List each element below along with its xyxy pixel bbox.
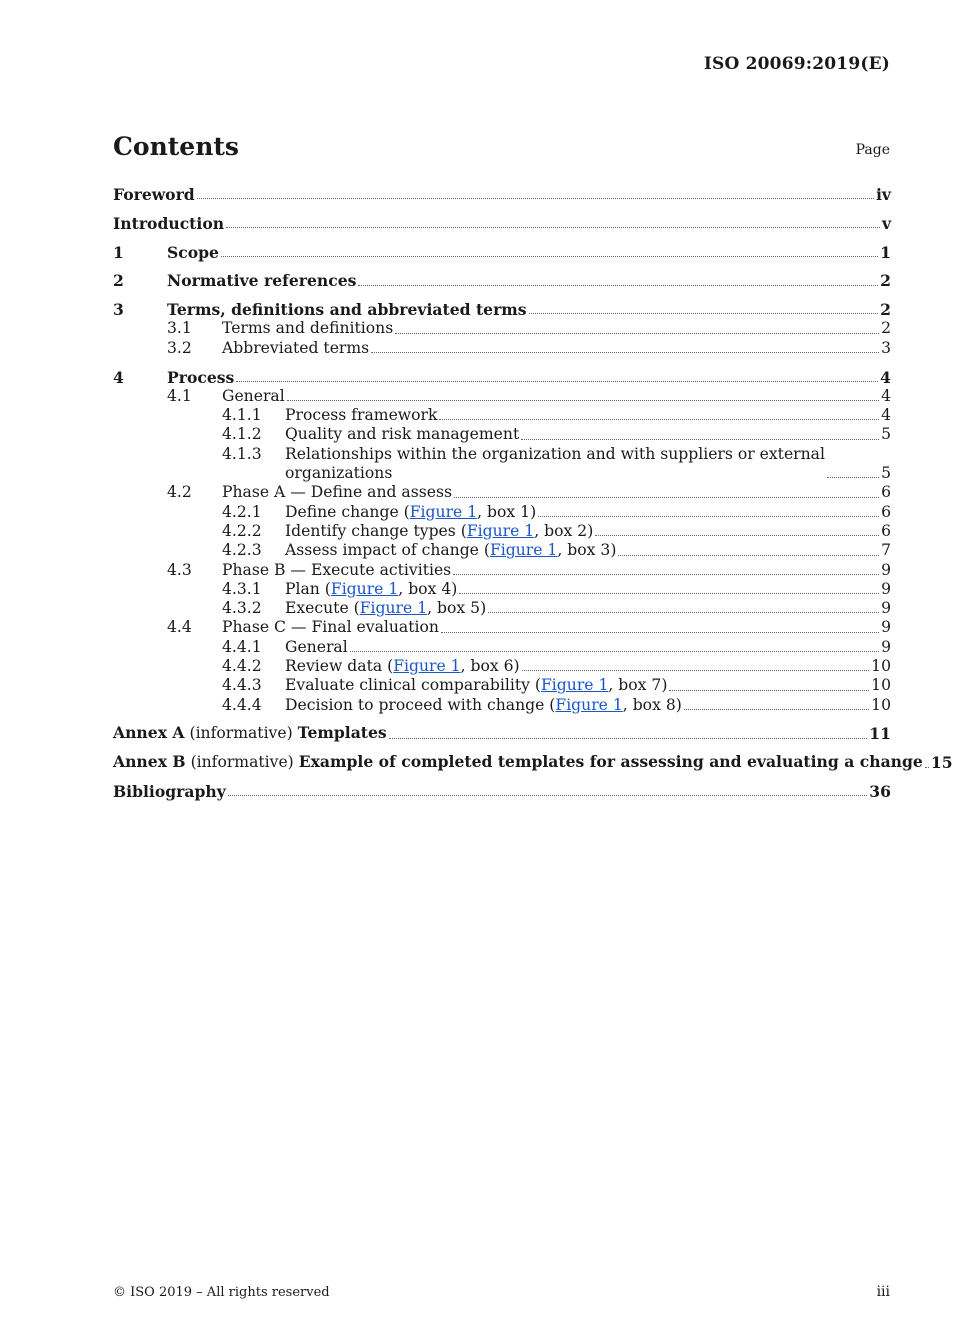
toc-entry-title-line [113,271,891,290]
figure-1-link[interactable]: Figure 1 [540,676,609,695]
dot-leader [236,381,878,382]
toc-entry-number: 2 [113,271,124,291]
toc-entry-title: Phase C — Final evaluation [222,618,439,637]
toc-title-text: , box 6) [460,657,520,676]
figure-1-link[interactable]: Figure 1 [359,599,428,618]
dot-leader [287,400,879,401]
toc-entry-title [113,752,923,772]
toc-title-line-2: organizations [285,464,393,483]
toc-title-line-1: Relationships within the organization and with suppliers or external [285,444,825,463]
page-number: iii [876,1284,890,1300]
toc-entry-page: 4 [880,367,891,387]
toc-title-text: , box 5) [427,599,487,618]
toc-entry-page: iv [876,185,891,204]
toc-entry-page: 2 [880,300,891,320]
dot-leader [439,419,879,420]
dot-leader [669,690,869,691]
toc-entry-title-line [113,387,891,406]
toc-entry[interactable] [113,696,891,715]
toc-entry-number: 3.1 [167,319,192,338]
dot-leader [522,670,870,671]
toc-entry[interactable] [113,406,891,425]
toc-title-text: Execute ( [285,599,360,618]
toc-entry-title [285,445,825,484]
toc-entry-number: 4.4.2 [222,657,262,676]
toc-entry-number: 3 [113,300,124,320]
toc-title-text: , box 8) [622,695,682,714]
toc-entry[interactable] [113,503,891,522]
toc-entry[interactable] [113,752,953,773]
dot-leader [197,198,874,199]
toc-entry-title [113,723,387,743]
toc-entry-title-line [113,752,953,773]
toc-entry-number: 4.3.2 [222,599,262,618]
figure-1-link[interactable]: Figure 1 [555,695,623,714]
toc-entry-title-line [113,319,891,338]
toc-entry-title-line [113,185,891,204]
dot-leader [827,477,879,478]
toc-entry-page: 3 [881,338,891,357]
toc-entry[interactable] [113,214,891,233]
annex-title: Templates [297,723,387,743]
toc-entry-page: 9 [881,599,891,618]
dot-leader [618,555,879,556]
figure-1-link[interactable]: Figure 1 [409,502,478,521]
toc-entry[interactable] [113,724,891,743]
figure-1-link[interactable]: Figure 1 [393,657,461,676]
dot-leader [529,313,879,314]
dot-leader [925,767,929,768]
toc-entry[interactable] [113,782,891,801]
table-of-contents [113,185,953,802]
toc-entry-title: Process [167,367,235,387]
toc-entry-title-line [113,561,891,580]
dot-leader [684,709,869,710]
toc-entry-page: 10 [871,676,891,695]
toc-entry-number: 4.3 [167,560,192,579]
toc-title-text: , box 7) [608,676,668,695]
toc-entry[interactable] [113,185,891,204]
toc-entry[interactable] [113,657,891,676]
toc-entry-number: 4.3.1 [222,579,262,598]
toc-entry-page: 4 [881,406,891,425]
page-column-label: Page [855,142,890,158]
toc-entry[interactable] [113,271,891,290]
toc-entry[interactable] [113,368,891,387]
figure-1-link[interactable]: Figure 1 [466,521,535,540]
toc-title-text: , box 4) [398,579,458,598]
toc-entry-number: 4.2.2 [222,521,262,540]
toc-entry[interactable] [113,425,891,444]
toc-entry-page: 6 [881,521,891,540]
annex-informative-note: (informative) [184,724,298,743]
toc-entry-page: 1 [880,242,891,262]
toc-entry[interactable] [113,561,891,580]
figure-1-link[interactable]: Figure 1 [489,541,558,560]
toc-entry-number: 4.2 [167,483,192,502]
annex-label: Annex A [113,723,185,743]
toc-entry-page: 5 [881,464,891,483]
toc-entry-number: 4.1.3 [222,444,262,463]
toc-entry-title: Foreword [113,185,195,204]
toc-title-text: , box 1) [477,502,537,521]
toc-title-text: , box 3) [557,541,617,560]
toc-entry-number: 4.2.1 [222,502,262,521]
toc-entry-number: 4.4.4 [222,695,262,714]
toc-title-text: Identify change types ( [285,521,467,540]
toc-entry-page: 9 [881,618,891,637]
toc-entry-title [285,696,682,715]
toc-entry[interactable] [113,387,891,406]
copyright-notice: © ISO 2019 – All rights reserved [113,1285,330,1300]
toc-entry[interactable] [113,676,891,695]
toc-entry-title-line [113,214,891,233]
toc-entry-title [285,599,486,618]
toc-title-text: Assess impact of change ( [285,541,490,560]
toc-entry-number: 4.4 [167,618,192,637]
toc-entry-page: 9 [881,579,891,598]
dot-leader [221,256,878,257]
dot-leader [371,352,879,353]
toc-entry-number: 4.1.2 [222,425,262,444]
dot-leader [228,795,868,796]
toc-entry-page: 36 [869,782,891,802]
toc-entry-page: 7 [881,541,891,560]
dot-leader [441,632,879,633]
toc-entry-page: v [881,213,891,233]
contents-heading: Contents [113,132,240,161]
toc-entry[interactable] [113,445,891,484]
toc-entry-title [285,503,536,522]
toc-entry-title: General [222,386,285,405]
toc-title-text: Plan ( [285,579,331,598]
toc-entry[interactable] [113,483,891,502]
toc-entry-number: 4.4.3 [222,676,262,695]
dot-leader [521,439,879,440]
toc-entry-title [285,657,520,676]
toc-entry-page: 5 [881,425,891,444]
toc-entry-page: 2 [881,319,891,338]
toc-entry[interactable] [113,522,891,541]
toc-title-text: Review data ( [285,657,394,676]
toc-entry[interactable] [113,243,891,262]
toc-entry-page: 11 [869,724,891,744]
toc-entry-title: Phase A — Define and assess [222,483,452,502]
toc-entry-page: 9 [881,637,891,656]
toc-entry-title: Process framework [285,406,438,425]
toc-entry-title-line [113,243,891,262]
toc-entry-title: General [285,637,348,656]
toc-entry-page: 15 [930,753,953,773]
toc-entry-title-line [113,300,891,319]
toc-entry-number: 4.2.3 [222,541,262,560]
toc-entry-page: 6 [881,502,891,521]
dot-leader [459,593,879,594]
toc-entry-number: 4.1.1 [222,406,262,425]
toc-entry[interactable] [113,300,891,319]
dot-leader [488,612,879,613]
toc-entry-title: Terms and definitions [222,319,394,338]
toc-entry-title-line [113,483,891,502]
toc-entry-title: Introduction [113,213,225,233]
dot-leader [395,333,879,334]
annex-informative-note: (informative) [185,753,299,772]
dot-leader [595,535,879,536]
toc-entry-page: 6 [881,483,891,502]
toc-entry[interactable] [113,580,891,599]
toc-entry-page: 4 [881,386,891,405]
toc-entry-page: 10 [871,657,891,676]
toc-entry-title-line [113,782,891,801]
annex-label: Annex B [113,752,186,772]
dot-leader [453,574,879,575]
figure-1-link[interactable]: Figure 1 [330,579,399,598]
toc-entry-number: 4.1 [167,386,192,405]
toc-entry-title: Scope [167,242,219,262]
toc-entry-title-line [113,339,891,358]
toc-entry-title [285,522,593,541]
toc-entry-page: 9 [881,560,891,579]
toc-entry-number: 4 [113,367,124,387]
dot-leader [350,651,879,652]
dot-leader [538,516,879,517]
toc-entry-page: 2 [880,271,891,291]
toc-entry-title: Quality and risk management [285,425,520,444]
dot-leader [358,285,878,286]
toc-title-text: , box 2) [534,521,594,540]
toc-entry-title-line [113,368,891,387]
toc-entry-page: 10 [871,695,891,714]
toc-entry[interactable] [113,541,891,560]
dot-leader [454,497,879,498]
toc-title-text: Evaluate clinical comparability ( [285,676,541,695]
toc-title-text: Decision to proceed with change ( [285,695,556,714]
toc-entry[interactable] [113,339,891,358]
toc-entry-title: Normative references [167,271,357,291]
toc-entry-title [285,580,457,599]
toc-entry[interactable] [113,599,891,618]
toc-entry-title [285,676,667,695]
toc-title-text: Define change ( [285,502,410,521]
toc-entry-title: Bibliography [113,782,226,802]
toc-entry-title: Phase B — Execute activities [222,560,452,579]
toc-entry-title-line [113,723,891,743]
toc-entry[interactable] [113,319,891,338]
toc-entry-number: 3.2 [167,338,192,357]
dot-leader [389,738,868,739]
document-id: ISO 20069:2019(E) [703,54,890,74]
toc-entry-number: 1 [113,242,124,262]
toc-entry-title [285,541,616,560]
annex-title: Example of completed templates for assessing and evaluating a change [298,752,923,772]
toc-entry-title-line [113,618,891,637]
toc-entry[interactable] [113,618,891,637]
toc-entry[interactable] [113,638,891,657]
toc-entry-title: Abbreviated terms [222,338,370,357]
toc-entry-title: Terms, definitions and abbreviated terms [167,300,527,320]
toc-entry-number: 4.4.1 [222,637,262,656]
dot-leader [226,227,880,228]
